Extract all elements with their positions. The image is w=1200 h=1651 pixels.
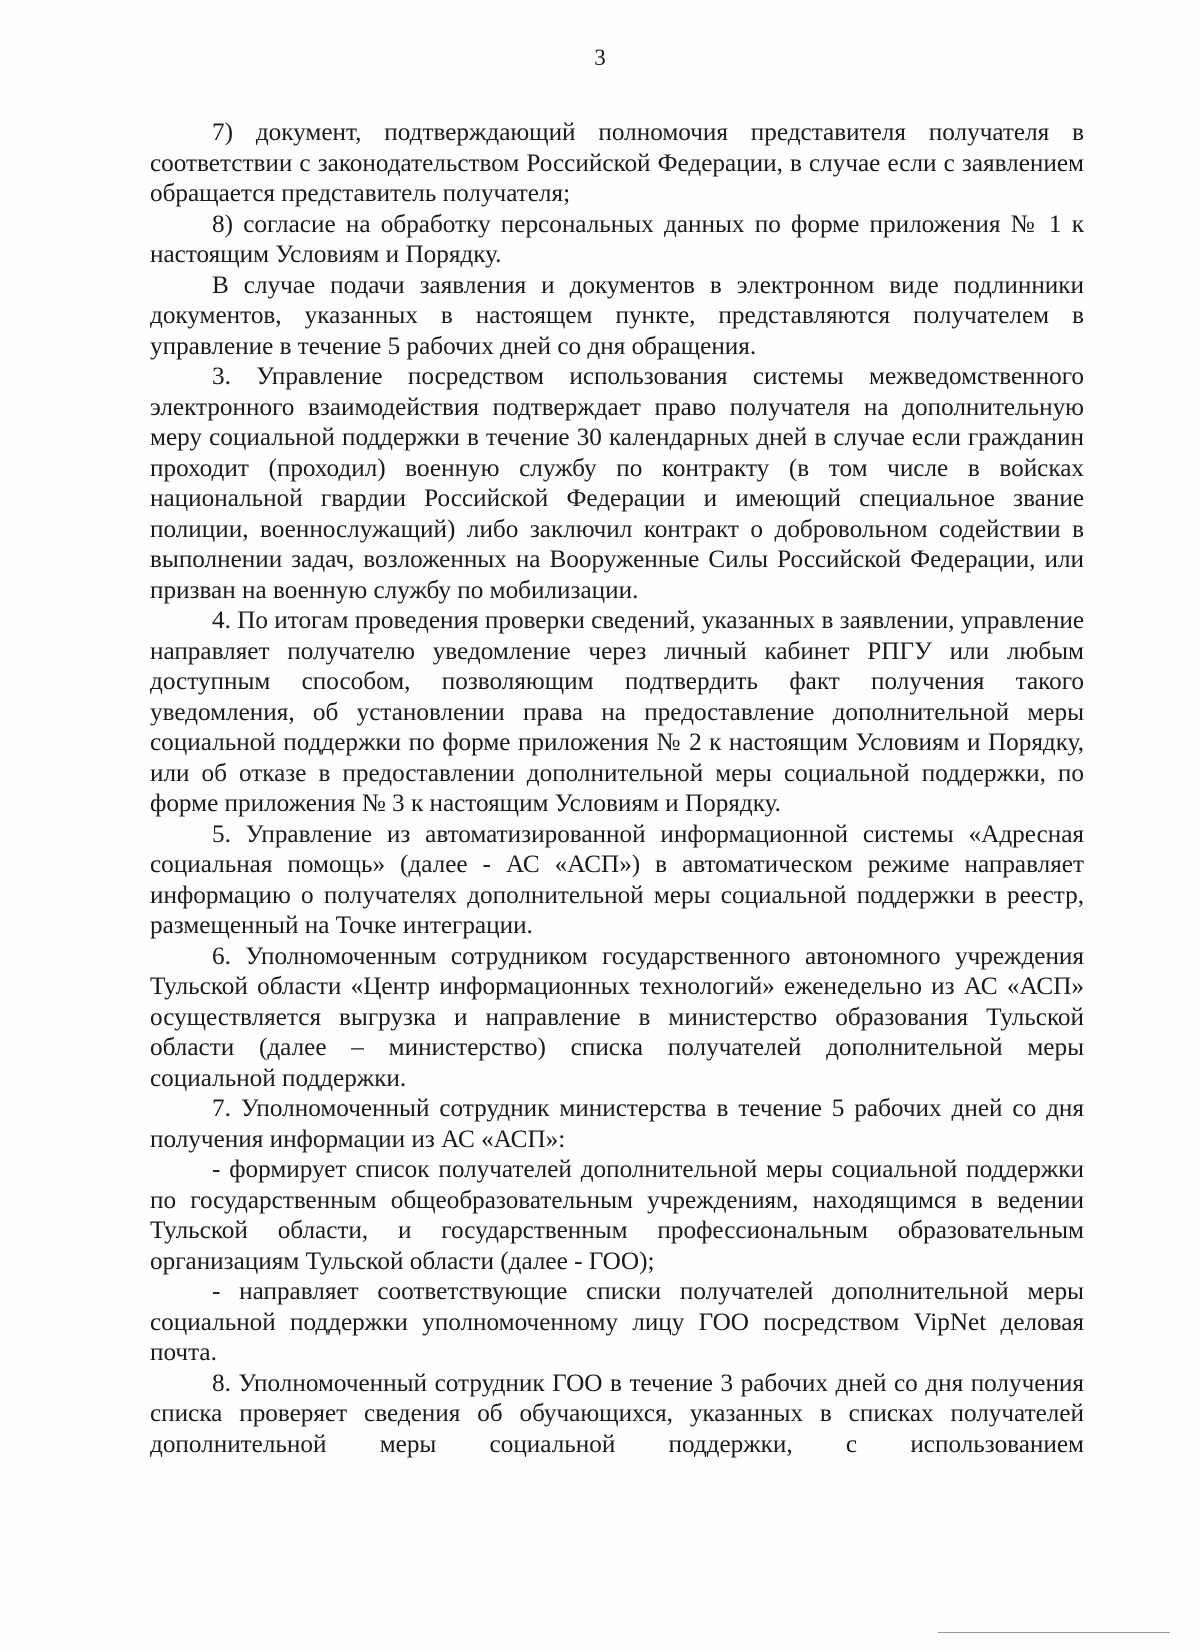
paragraph-section-7-forms-list: - формирует список получателей дополнительной меры социальной поддержки по государственным общеобразовательным учреждениям, находящимся в ведении Тульской области, и государственным профессиональным образовательным организациям Тульской области (далее - ГОО); [150, 1156, 1084, 1275]
paragraph-electronic-submission: В случае подачи заявления и документов в электронном виде подлинники документов, указанных в настоящем пункте, представляются получателем в управление в течение 5 рабочих дней со дня обращения. [150, 271, 1084, 360]
paragraph-section-8: 8. Уполномоченный сотрудник ГОО в течение 3 рабочих дней со дня получения списка проверяет сведения об обучающихся, указанных в списках получателей дополнительной меры социальной поддержки, с использованием [150, 1369, 1084, 1458]
paragraph-item-8-data-consent: 8) согласие на обработку персональных данных по форме приложения № 1 к настоящим Условиям и Порядку. [150, 210, 1084, 268]
paragraph-section-3: 3. Управление посредством использования системы межведомственного электронного взаимодействия подтверждает право получателя на дополнительную меру социальной поддержки в течение 30 календарных дней в случае если гражданин проходит (проходил) военную службу по контракту (в том числе в войсках национальной гвардии Российской Федерации и имеющий специальное звание полиции, военнослужащий) либо заключил контракт о добровольном содействии в выполнении задач, возложенных на Вооруженные Силы Российской Федерации, или призван на военную службу по мобилизации. [150, 363, 1084, 604]
paragraph-section-7: 7. Уполномоченный сотрудник министерства в течение 5 рабочих дней со дня получения информации из АС «АСП»: [150, 1095, 1084, 1153]
paragraph-section-4: 4. По итогам проведения проверки сведений, указанных в заявлении, управление направляет получателю уведомление через личный кабинет РПГУ или любым доступным способом, позволяющим подтвердить факт получения такого уведомления, об установлении права на предоставление дополнительной меры социальной поддержки по форме приложения № 2 к настоящим Условиям и Порядку, или об отказе в предоставлении дополнительной меры социальной поддержки, по форме приложения № 3 к настоящим Условиям и Порядку. [150, 607, 1084, 817]
document-body [150, 118, 1084, 1460]
paragraph-item-7-representative-document: 7) документ, подтверждающий полномочия представителя получателя в соответствии с законодательством Российской Федерации, в случае если с заявлением обращается представитель получателя; [150, 119, 1084, 207]
footer-rule [938, 1632, 1170, 1633]
paragraph-section-5: 5. Управление из автоматизированной информационной системы «Адресная социальная помощь» (далее - АС «АСП») в автоматическом режиме направляет информацию о получателях дополнительной меры социальной поддержки в реестр, размещенный на Точке интеграции. [150, 820, 1084, 939]
paragraph-section-7-sends-lists: - направляет соответствующие списки получателей дополнительной меры социальной поддержки уполномоченному лицу ГОО посредством VipNet деловая почта. [150, 1278, 1084, 1366]
page-number: 3 [594, 45, 606, 70]
paragraph-section-6: 6. Уполномоченным сотрудником государственного автономного учреждения Тульской области «Центр информационных технологий» еженедельно из АС «АСП» осуществляется выгрузка и направление в министерство образования Тульской области (далее – министерство) списка получателей дополнительной меры социальной поддержки. [150, 942, 1084, 1092]
